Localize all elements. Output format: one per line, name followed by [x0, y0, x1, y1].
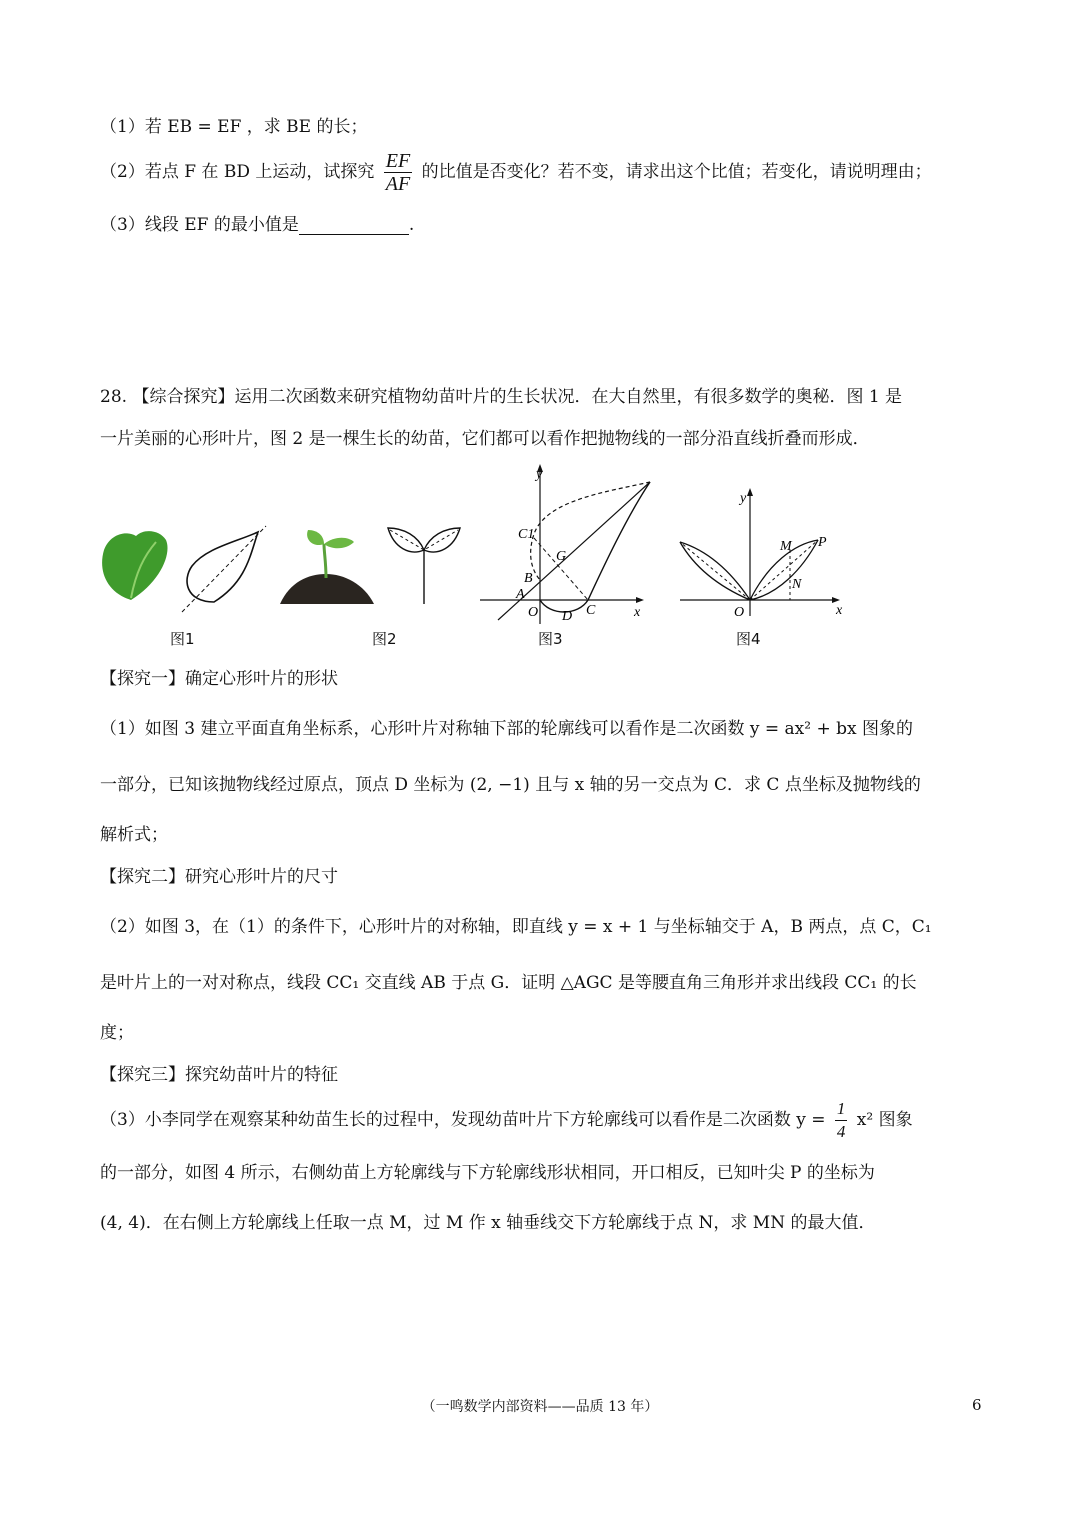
label-c1: C1 [518, 527, 535, 542]
sprout-stem [324, 544, 326, 578]
soil-mound [280, 574, 374, 604]
label-o: O [528, 605, 539, 620]
sprout-leaf-right [324, 538, 354, 549]
label-x: x [836, 603, 843, 618]
x-axis-arrow-icon [636, 597, 644, 603]
caption-fig2: 图2 [372, 630, 397, 648]
label-g: G [556, 549, 567, 564]
ef-af-fraction: $\frac{EF}{AF}$ [385, 150, 411, 195]
part2-line1: （2）如图 3，在（1）的条件下，心形叶片的对称轴，即直线 y = x + 1 与坐标轴交于 A，B 两点，点 C，C₁ [100, 917, 932, 937]
figure-3 [476, 458, 666, 628]
figure-1 [96, 522, 276, 614]
label-y: y [740, 491, 747, 506]
q27-part2: （2）若点 F 在 BD 上运动，试探究 $\frac{EF}{AF}$ 的比值是否变化？若不变，请求出这个比值；若变化，请说明理由； [100, 150, 932, 195]
q28-intro-line1: 28. 【综合探究】运用二次函数来研究植物幼苗叶片的生长状况．在大自然里，有很多数学的奥秘．图 1 是 [100, 387, 903, 407]
label-c: C [586, 603, 596, 618]
part2-heading: 【探究二】研究心形叶片的尺寸 [100, 867, 338, 887]
caption-fig4: 图4 [736, 630, 761, 648]
q28-intro-line2: 一片美丽的心形叶片，图 2 是一棵生长的幼苗，它们都可以看作把抛物线的一部分沿直线折叠而形成． [100, 429, 870, 449]
label-o: O [734, 605, 745, 620]
part1-heading: 【探究一】确定心形叶片的形状 [100, 669, 338, 689]
part2-line2: 是叶片上的一对对称点，线段 CC₁ 交直线 AB 于点 G．证明 △AGC 是等腰直角三角形并求出线段 CC₁ 的长 [100, 973, 917, 993]
part3-line2: 的一部分，如图 4 所示，右侧幼苗上方轮廓线与下方轮廓线形状相同，开口相反，已知叶尖 P 的坐标为 [100, 1163, 875, 1183]
fold-line [182, 526, 266, 612]
one-quarter-fraction: $\frac{1}{4}$ [836, 1099, 846, 1141]
label-p: P [818, 535, 827, 550]
part3-line1: （3）小李同学在观察某种幼苗生长的过程中，发现幼苗叶片下方轮廓线可以看作是二次函数 y = $\frac{1}{4}$ x² 图象 [100, 1099, 913, 1141]
q27-part3: （3）线段 EF 的最小值是 . [100, 215, 415, 235]
label-a: A [516, 587, 525, 602]
y-axis-arrow-icon [747, 488, 753, 496]
figure-4 [676, 484, 856, 624]
page-number: 6 [972, 1396, 982, 1414]
lower-parabola [540, 482, 650, 612]
footer-text: （一鸣数学内部资料——品质 13 年） [421, 1399, 659, 1415]
answer-blank [299, 216, 409, 235]
caption-fig1: 图1 [170, 630, 195, 648]
part1-line2: 一部分，已知该抛物线经过原点，顶点 D 坐标为 (2, −1) 且与 x 轴的另一交点为 C．求 C 点坐标及抛物线的 [100, 775, 921, 795]
caption-fig3: 图3 [538, 630, 563, 648]
part1-line1: （1）如图 3 建立平面直角坐标系，心形叶片对称轴下部的轮廓线可以看作是二次函数 y = ax² + bx 图象的 [100, 719, 913, 739]
label-b: B [524, 571, 533, 586]
sprout-leaf-left [307, 530, 324, 545]
part1-line3: 解析式； [100, 825, 168, 845]
leaf-outline [187, 532, 258, 602]
label-m: M [780, 539, 792, 554]
label-x: x [634, 605, 641, 620]
left-chord [680, 542, 750, 600]
label-n: N [792, 577, 802, 592]
figure-2 [278, 522, 468, 614]
segment-cc1 [534, 538, 588, 600]
folded-parabola [531, 482, 650, 580]
leaf-photo [102, 531, 167, 600]
label-d: D [562, 609, 573, 624]
part3-line3: (4, 4)．在右侧上方轮廓线上任取一点 M，过 M 作 x 轴垂线交下方轮廓线于点 N，求 MN 的最大值． [100, 1213, 876, 1233]
q27-part1: （1）若 EB = EF ，求 BE 的长； [100, 117, 368, 137]
part2-line3: 度； [100, 1023, 134, 1043]
part3-heading: 【探究三】探究幼苗叶片的特征 [100, 1065, 338, 1085]
label-y: y [536, 467, 543, 482]
